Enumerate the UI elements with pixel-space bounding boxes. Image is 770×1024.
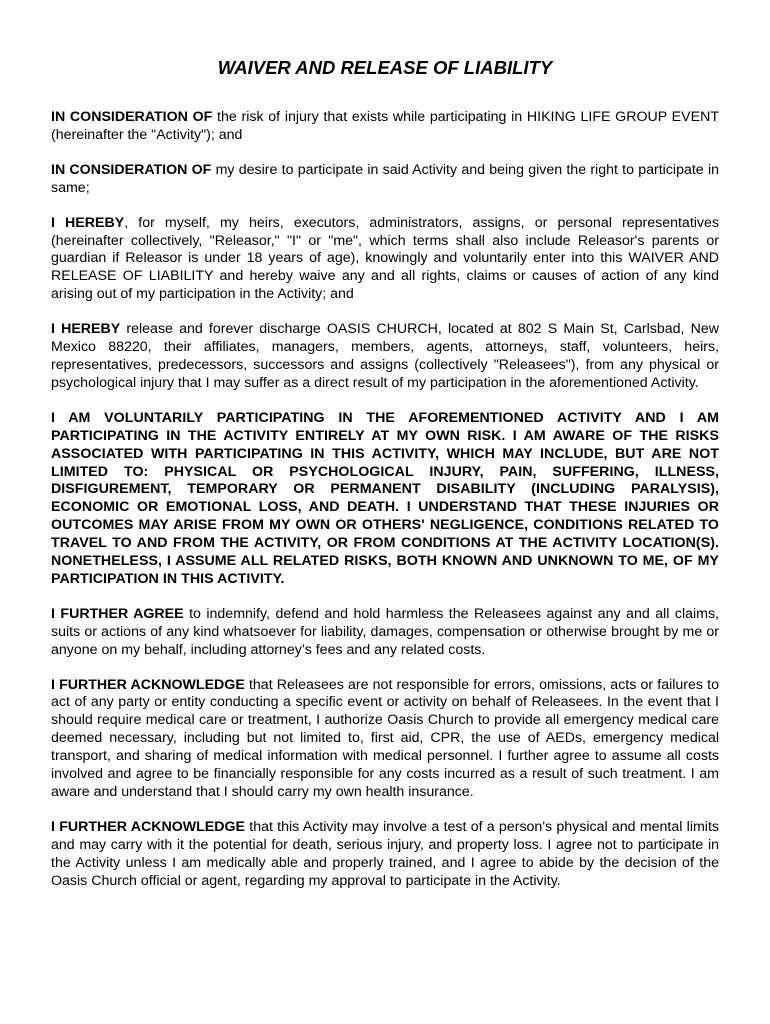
paragraph-lead: I FURTHER AGREE (51, 605, 184, 622)
paragraph-text: to indemnify, defend and hold harmless the Releasees against any and all claims, suits or actions of any kind whatsoever for liability, damages, compensation or otherwise brought by me or anyone on my behalf, including attorney’s fees and any related costs. (51, 605, 720, 658)
document-body (51, 109, 719, 908)
paragraph-text: , for myself, my heirs, executors, administrators, assigns, or personal representatives (hereinafter collectively, "Releasor," "I" or "me", which terms shall also include Releasor's parents or guardian if Releasor is under 18 years of age), knowingly and voluntarily enter into this WAIVER AND RELEASE OF LIABILITY and hereby waive any and all rights, claims or causes of action of any kind arising out of my participation in the Activity; and (51, 214, 719, 303)
paragraph-assumption-of-risk (51, 410, 719, 589)
paragraph-text: my desire to participate in said Activity and being given the right to participate in same; (51, 161, 719, 196)
paragraph-further-agree (51, 606, 719, 660)
paragraph-lead: I HEREBY (51, 214, 125, 231)
document-title: WAIVER AND RELEASE OF LIABILITY (217, 57, 553, 78)
paragraph-further-acknowledge-limits (51, 819, 719, 891)
paragraph-text: release and forever discharge OASIS CHURCH, located at 802 S Main St, Carlsbad, New Mexico 88220, their affiliates, managers, members, agents, attorneys, staff, volunteers, heirs, representatives, predecessors, successors and assigns (collectively "Releasees"), from any physical or psychological injury that I may suffer as a direct result of my participation in the aforementioned Activity. (51, 321, 719, 391)
paragraph-lead: IN CONSIDERATION OF (51, 109, 213, 125)
paragraph-lead: I FURTHER ACKNOWLEDGE (51, 818, 245, 835)
paragraph-text: I AM VOLUNTARILY PARTICIPATING IN THE AFOREMENTIONED ACTIVITY AND I AM PARTICIPATING IN THE ACTIVITY ENTIRELY AT MY OWN RISK. I AM AWARE OF THE RISKS ASSOCIATED WITH PARTICIPATING IN THIS ACTIVITY, WHICH MAY INCLUDE, BUT ARE NOT LIMITED TO: PHYSICAL OR PSYCHOLOGICAL INJURY, PAIN, SUFFERING, ILLNESS, DISFIGUREMENT, TEMPORARY OR PERMANENT DISABILITY (INCLUDING PARALYSIS), ECONOMIC OR EMOTIONAL LOSS, AND DEATH. I UNDERSTAND THAT THESE INJURIES OR OUTCOMES MAY ARISE FROM MY OWN OR OTHERS' NEGLIGENCE, CONDITIONS RELATED TO TRAVEL TO AND FROM THE ACTIVITY, OR FROM CONDITIONS AT THE ACTIVITY LOCATION(S). NONETHELESS, I ASSUME ALL RELATED RISKS, BOTH KNOWN AND UNKNOWN TO ME, OF MY PARTICIPATION IN THIS ACTIVITY. (51, 409, 719, 587)
paragraph-consideration-risk (51, 109, 719, 145)
paragraph-text: the risk of injury that exists while participating in HIKING LIFE GROUP EVENT (hereinafter the "Activity"); and (51, 109, 719, 143)
paragraph-further-acknowledge-medical (51, 677, 719, 802)
paragraph-text: that Releasees are not responsible for errors, omissions, acts or failures to act of any party or entity conducting a specific event or activity on behalf of Releasees. In the event that I should require medical care or treatment, I authorize Oasis Church to provide all emergency medical care deemed necessary, including but not limited to, first aid, CPR, the use of AEDs, emergency medical transport, and sharing of medical information with medical personnel. I further agree to assume all costs involved and agree to be financially responsible for any costs incurred as a result of such treatment. I am aware and understand that I should carry my own health insurance. (51, 676, 719, 800)
paragraph-lead: I FURTHER ACKNOWLEDGE (51, 676, 245, 693)
paragraph-lead: IN CONSIDERATION OF (51, 161, 212, 178)
paragraph-hereby-release (51, 321, 719, 393)
paragraph-consideration-desire (51, 162, 719, 198)
paragraph-lead: I HEREBY (51, 321, 121, 338)
paragraph-text: that this Activity may involve a test of a person's physical and mental limits and may carry with it the potential for death, serious injury, and property loss. I agree not to participate in the Activity unless I am medically able and properly trained, and I agree to abide by the decision of the Oasis Church official or agent, regarding my approval to participate in the Activity. (51, 818, 719, 889)
paragraph-hereby-waive (51, 215, 719, 305)
